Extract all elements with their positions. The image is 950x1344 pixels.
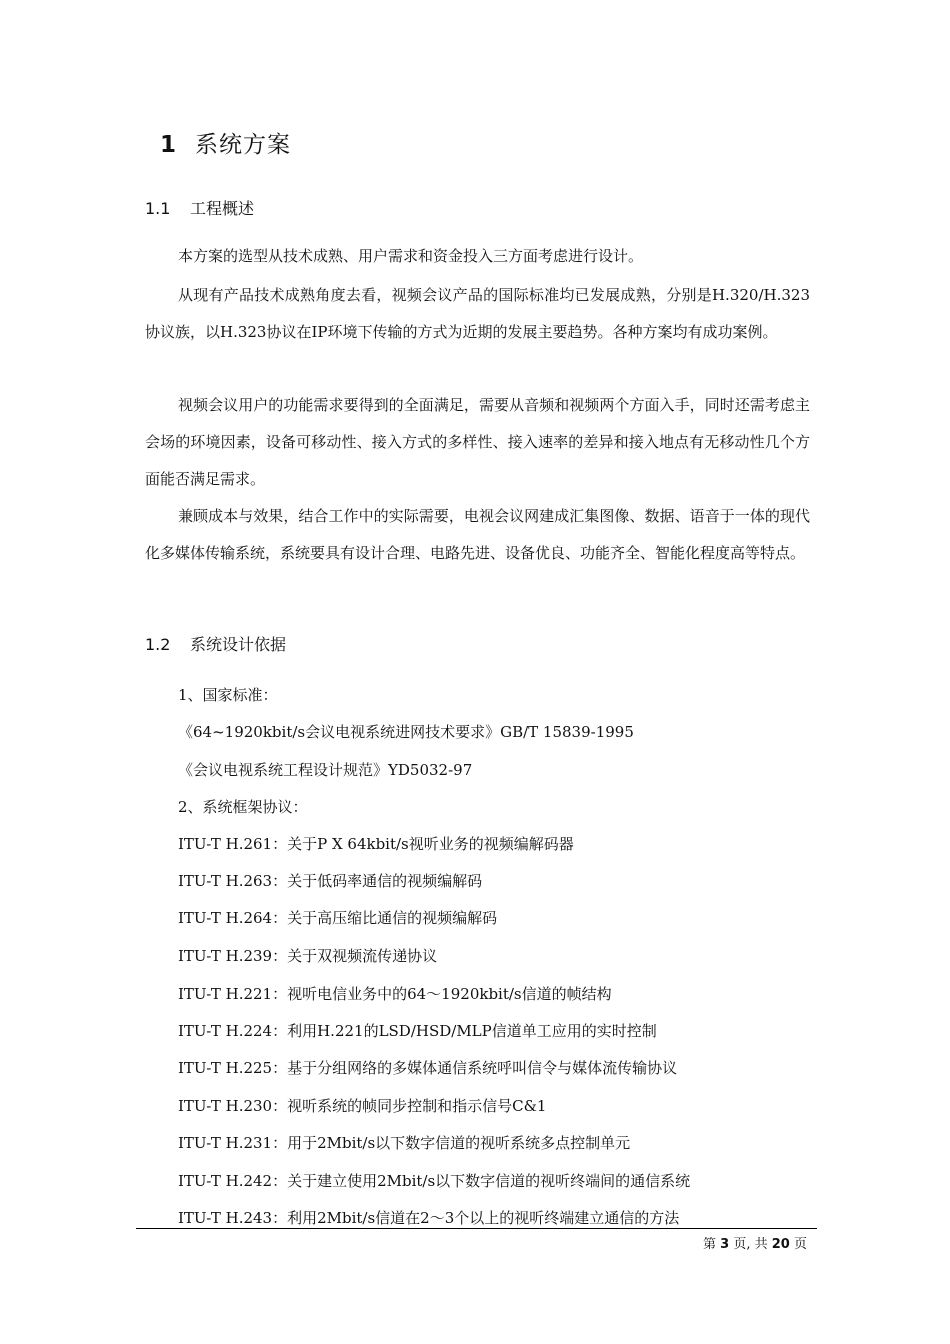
- list-line: ITU-T H.261：关于P X 64kbit/s视听业务的视频编解码器: [178, 835, 574, 853]
- section-heading-1-2: [145, 632, 286, 655]
- paragraph: 从现有产品技术成熟角度去看，视频会议产品的国际标准均已发展成熟，分别是H.320/H.323协议族，以H.323协议在IP环境下传输的方式为近期的发展主要趋势。各种方案均有成功案例。: [145, 286, 810, 341]
- list-line: ITU-T H.242：关于建立使用2Mbit/s以下数字信道的视听终端间的通信系统: [178, 1172, 691, 1190]
- list-line: ITU-T H.224：利用H.221的LSD/HSD/MLP信道单工应用的实时控制: [178, 1022, 657, 1040]
- section-title: 工程概述: [190, 199, 255, 218]
- footer-suffix: 页: [793, 1237, 807, 1252]
- total-pages: 20: [771, 1237, 790, 1252]
- chapter-title: 系统方案: [195, 132, 292, 158]
- list-line: ITU-T H.243：利用2Mbit/s信道在2～3个以上的视听终端建立通信的方法: [178, 1209, 680, 1227]
- footer-divider: [136, 1228, 817, 1229]
- list-line: 《64~1920kbit/s会议电视系统进网技术要求》GB/T 15839-1995: [178, 723, 634, 741]
- section-number: 1.1: [145, 199, 171, 218]
- footer-prefix: 第: [703, 1237, 717, 1252]
- list-line: ITU-T H.231：用于2Mbit/s以下数字信道的视听系统多点控制单元: [178, 1134, 631, 1152]
- list-line: ITU-T H.239：关于双视频流传递协议: [178, 947, 438, 965]
- chapter-heading: [160, 126, 291, 159]
- paragraph: 视频会议用户的功能需求要得到的全面满足，需要从音频和视频两个方面入手，同时还需考虑主会场的环境因素，设备可移动性、接入方式的多样性、接入速率的差异和接入地点有无移动性几个方面能否满足需求。: [145, 396, 810, 488]
- list-line: ITU-T H.221：视听电信业务中的64～1920kbit/s信道的帧结构: [178, 985, 612, 1003]
- list-line: ITU-T H.263：关于低码率通信的视频编解码: [178, 872, 483, 890]
- section-number: 1.2: [145, 635, 171, 654]
- section-heading-1-1: [145, 196, 254, 219]
- section-title: 系统设计依据: [190, 635, 287, 654]
- footer-mid: 页, 共: [733, 1237, 768, 1252]
- list-line: ITU-T H.230：视听系统的帧同步控制和指示信号C&1: [178, 1097, 547, 1115]
- page-number: 3: [720, 1237, 730, 1252]
- list-line: 2、系统框架协议：: [178, 798, 308, 816]
- paragraph: 兼顾成本与效果，结合工作中的实际需要，电视会议网建成汇集图像、数据、语音于一体的现代化多媒体传输系统，系统要具有设计合理、电路先进、设备优良、功能齐全、智能化程度高等特点。: [145, 507, 810, 562]
- chapter-number: 1: [160, 132, 178, 158]
- list-line: ITU-T H.225：基于分组网络的多媒体通信系统呼叫信令与媒体流传输协议: [178, 1059, 678, 1077]
- paragraph: 本方案的选型从技术成熟、用户需求和资金投入三方面考虑进行设计。: [178, 247, 644, 265]
- page-footer: [703, 1233, 807, 1252]
- list-line: 1、国家标准：: [178, 686, 278, 704]
- list-line: 《会议电视系统工程设计规范》YD5032-97: [178, 761, 473, 779]
- list-line: ITU-T H.264：关于高压缩比通信的视频编解码: [178, 909, 498, 927]
